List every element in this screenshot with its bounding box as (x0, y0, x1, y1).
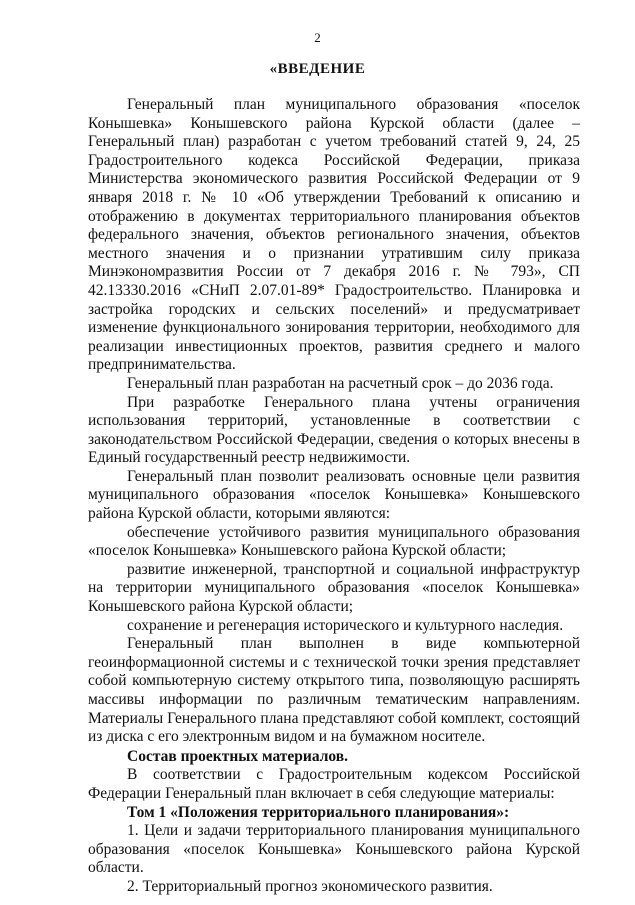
list-item-goals: 1. Цели и задачи территориального планирования муниципального образования «поселок Конышевка» Конышевского района Курской области. (88, 822, 580, 877)
paragraph-planning-period: Генеральный план разработан на расчетный срок – до 2036 года. (127, 374, 554, 392)
section-heading-materials: Состав проектных материалов. (127, 747, 349, 765)
paragraph-restrictions: При разработке Генерального плана учтены ограничения использования территорий, установленные в соответствии с законодательством Российской Федерации, сведения о которых внесены в Единый государственный реестр недвижимости. (88, 393, 580, 467)
page-number: 2 (314, 30, 321, 45)
list-item-forecast: 2. Территориальный прогноз экономического развития. (127, 877, 493, 895)
document-title: «ВВЕДЕНИЕ (269, 61, 366, 77)
paragraph-goal-heritage: сохранение и регенерация исторического и культурного наследия. (127, 616, 564, 634)
volume-heading: Том 1 «Положения территориального планирования»: (127, 803, 510, 821)
paragraph-goals-intro: Генеральный план позволит реализовать основные цели развития муниципального образования «поселок Конышевка» Конышевского района Курской области, которыми являются: (88, 467, 580, 523)
paragraph-goal-infrastructure: развитие инженерной, транспортной и социальной инфраструктур на территории муниципального образования «поселок Конышевка» Конышевского района Курской области; (88, 560, 580, 616)
paragraph-materials-intro: В соответствии с Градостроительным кодексом Российской Федерации Генеральный план включает в себя следующие материалы: (88, 766, 580, 802)
paragraph-goal-sustainable-development: обеспечение устойчивого развития муниципального образования «поселок Конышевка» Конышевского района Курской области; (88, 523, 580, 560)
document-body (88, 96, 580, 897)
paragraph-gis-format: Генеральный план выполнен в виде компьютерной геоинформационной системы и с технической точки зрения представляет собой компьютерную систему открытого типа, позволяющую расширять массивы информации по различным тематическим направлениям. Материалы Генерального плана представляют собой комплект, состоящий из диска с его электронным видом и на бумажном носителе. (88, 635, 580, 746)
paragraph-general-plan-basis: Генеральный план муниципального образования «поселок Конышевка» Конышевского района Курской области (далее – Генеральный план) разработан с учетом требований статей 9, 24, 25 Градостроительного кодекса Российской Федерации, приказа Министерства экономического развития Российской Федерации от 9 января 2018 г. № 10 «Об утверждении Требований к описанию и отображению в документах территориального планирования объектов федерального значения, объектов регионального значения, объектов местного значения и о признании утратившим силу приказа Минэкономразвития России от 7 декабря 2016 г. № 793», СП 42.13330.2016 «СНиП 2.07.01-89* Градостроительство. Планировка и застройка городских и сельских поселений» и предусматривает изменение функционального зонирования территории, необходимого для реализации инвестиционных проектов, развития среднего и малого предпринимательства. (88, 96, 580, 374)
